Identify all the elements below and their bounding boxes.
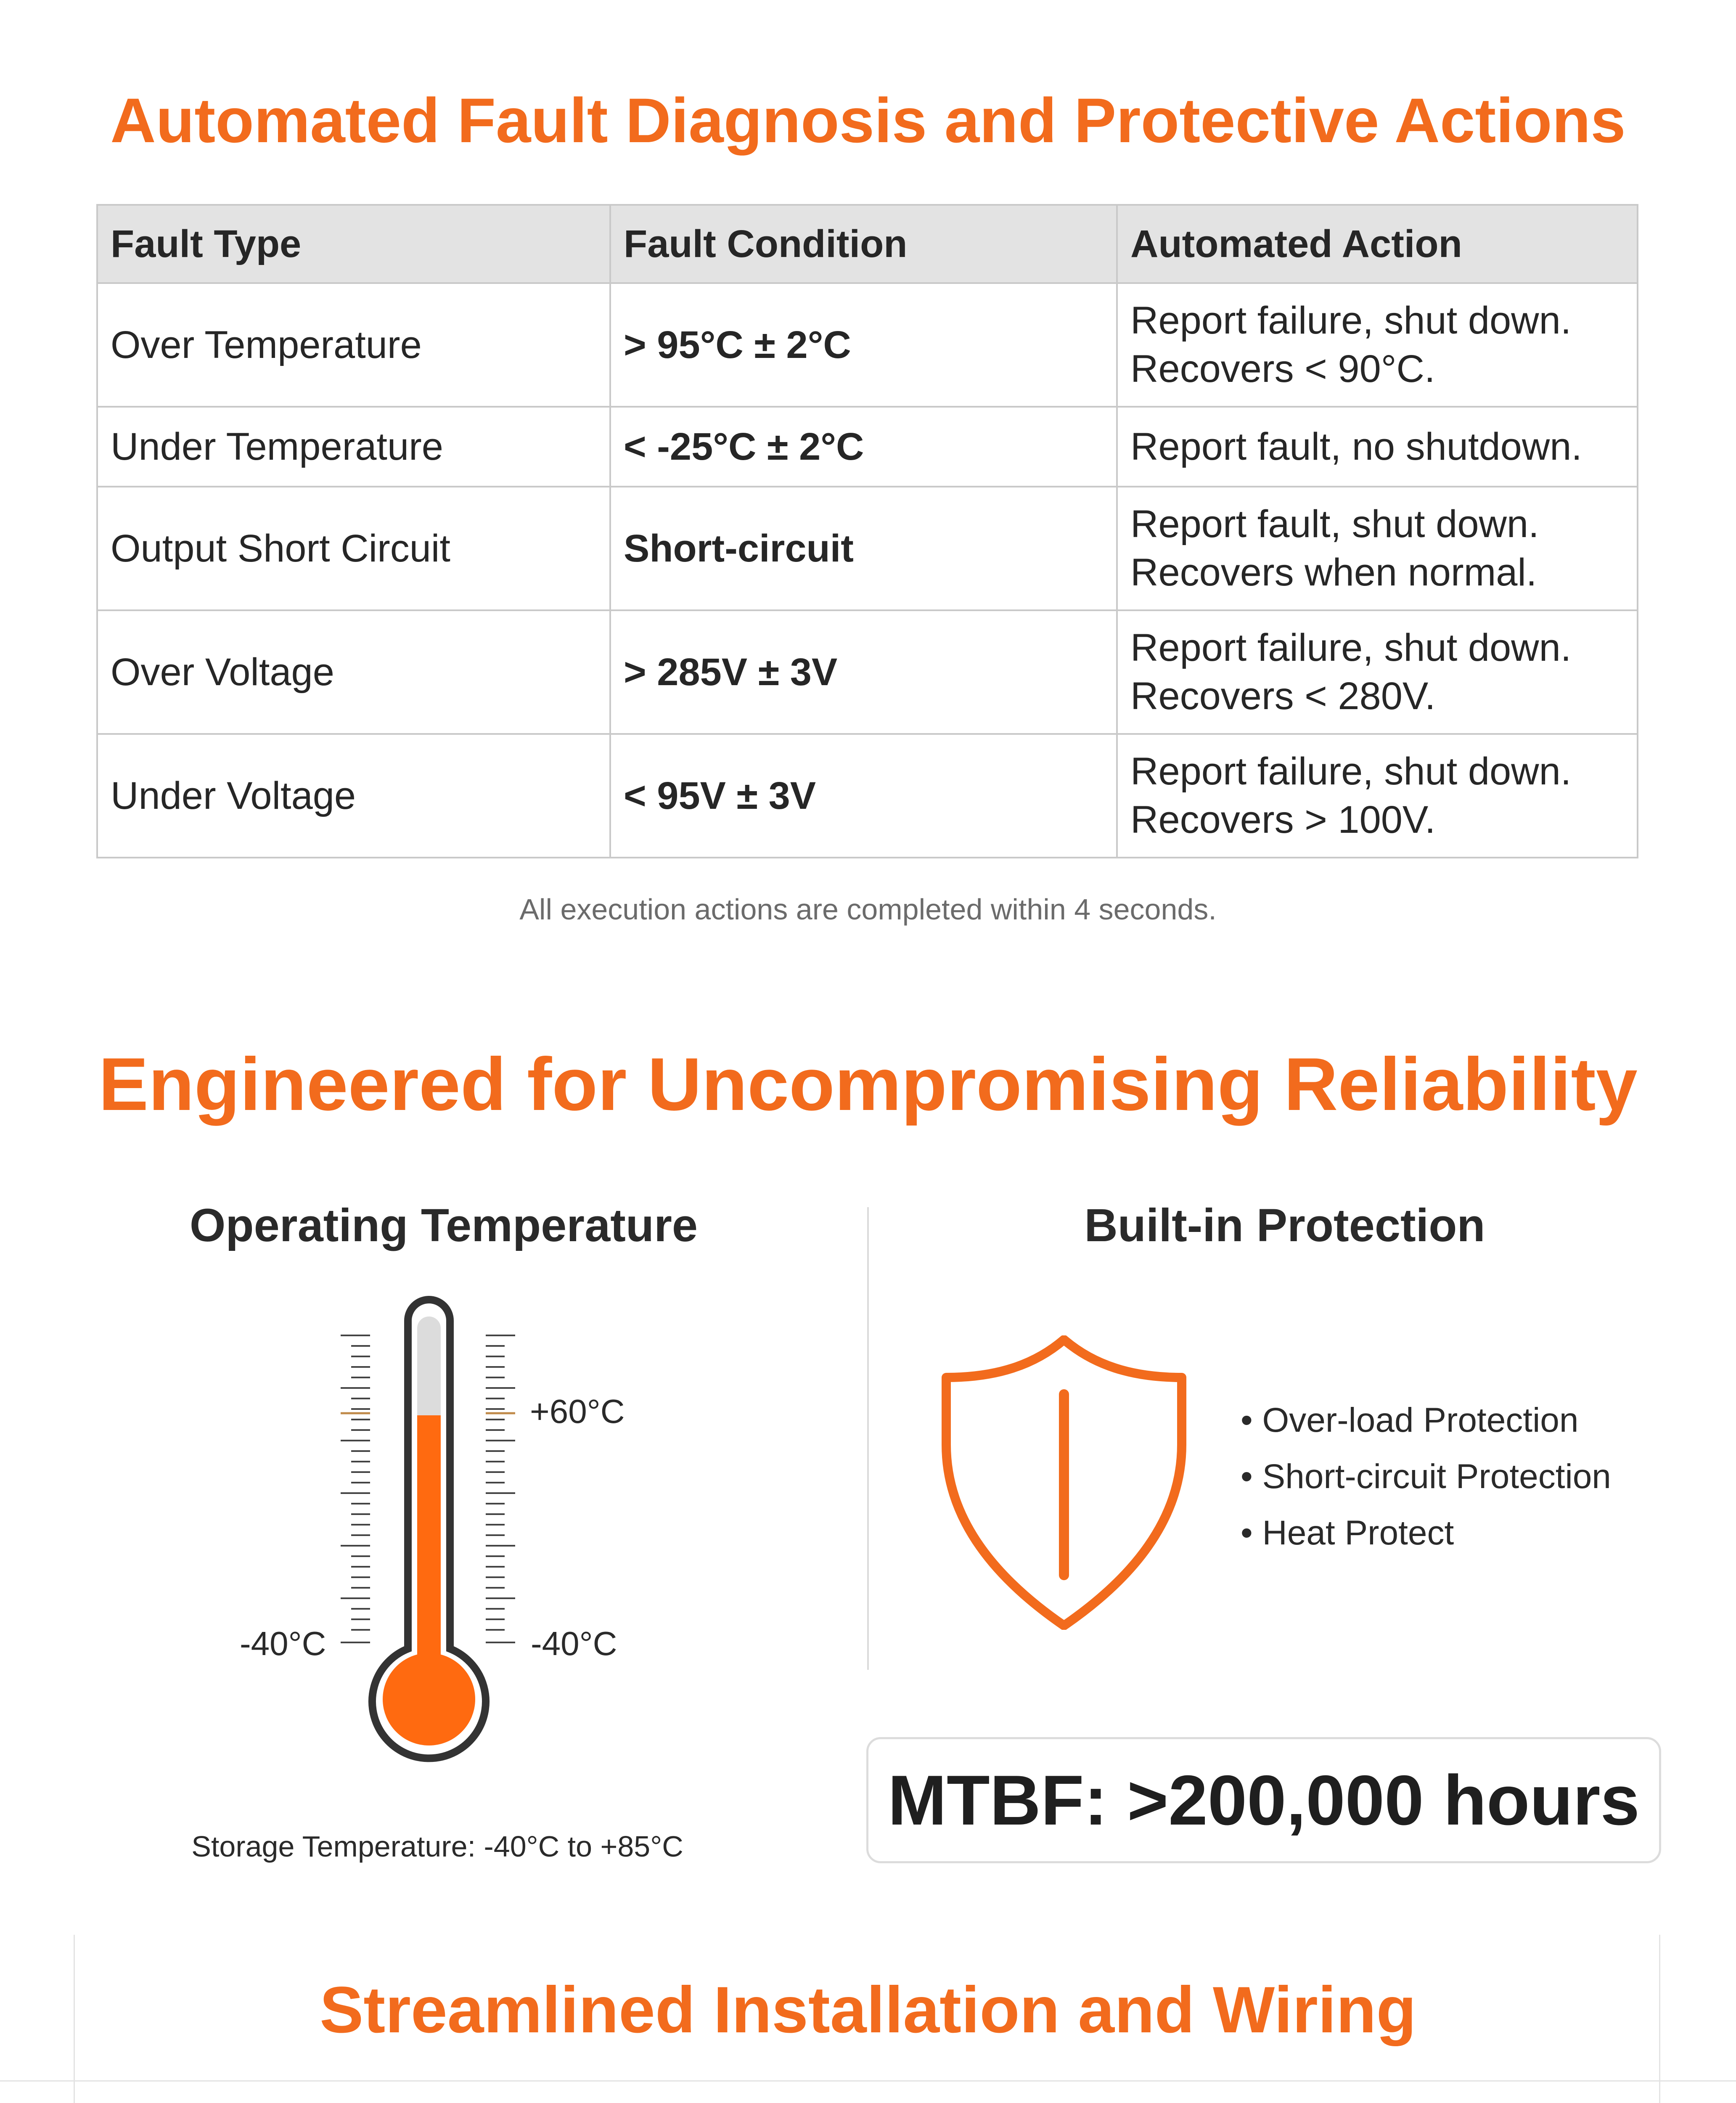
fault-type: Under Voltage (97, 734, 610, 858)
action-line: Recovers < 280V. (1130, 675, 1436, 718)
section1-title: Automated Fault Diagnosis and Protective Actions (110, 85, 1626, 156)
action-line: Report fault, shut down. (1130, 503, 1539, 546)
section3-title: Streamlined Installation and Wiring (320, 1973, 1416, 2047)
col-header: Fault Condition (610, 205, 1117, 283)
shield-icon (938, 1335, 1190, 1630)
fault-action (1117, 610, 1638, 734)
mtbf-badge: MTBF: >200,000 hours (866, 1737, 1661, 1863)
fault-type: Output Short Circuit (97, 487, 610, 610)
table-header-row (97, 205, 1638, 283)
temp-min-left-label: -40°C (240, 1625, 326, 1662)
table-row (97, 283, 1638, 407)
action-line: Report failure, shut down. (1130, 299, 1572, 342)
table-row (97, 610, 1638, 734)
action-line: Report failure, shut down. (1130, 750, 1572, 793)
fault-action (1117, 407, 1638, 487)
protection-heading: Built-in Protection (1084, 1200, 1485, 1251)
section3-divider (0, 2080, 1736, 2082)
thermometer-bulb (383, 1653, 475, 1745)
fault-action (1117, 734, 1638, 858)
fault-type: Under Temperature (97, 407, 610, 487)
fault-condition: Short-circuit (610, 487, 1117, 610)
table-row (97, 407, 1638, 487)
fault-action (1117, 283, 1638, 407)
list-item: • Over-load Protection (1241, 1401, 1579, 1439)
col-header: Fault Type (97, 205, 610, 283)
protection-item: Over-load Protection (1262, 1401, 1579, 1439)
action-line: Report fault, no shutdown. (1130, 425, 1582, 468)
col-header: Automated Action (1117, 205, 1638, 283)
temp-min-right-label: -40°C (531, 1625, 617, 1662)
column-divider (867, 1207, 869, 1670)
fault-type: Over Voltage (97, 610, 610, 734)
action-line: Recovers > 100V. (1130, 798, 1436, 841)
fault-action (1117, 487, 1638, 610)
fault-condition: < 95V ± 3V (610, 734, 1117, 858)
action-line: Report failure, shut down. (1130, 626, 1572, 669)
protection-item: Heat Protect (1262, 1514, 1454, 1552)
temp-max-label: +60°C (530, 1393, 625, 1430)
operating-temp-heading: Operating Temperature (189, 1200, 698, 1251)
action-line: Recovers when normal. (1130, 551, 1537, 594)
table-row (97, 734, 1638, 858)
action-line: Recovers < 90°C. (1130, 347, 1435, 390)
storage-temp: Storage Temperature: -40°C to +85°C (191, 1830, 683, 1863)
fault-condition: > 95°C ± 2°C (610, 283, 1117, 407)
fault-type: Over Temperature (97, 283, 610, 407)
fault-condition: < -25°C ± 2°C (610, 407, 1117, 487)
thermometer-fill (417, 1415, 441, 1685)
table-row (97, 487, 1638, 610)
table-footnote: All execution actions are completed within 4 seconds. (519, 893, 1217, 926)
list-item: • Heat Protect (1241, 1514, 1454, 1552)
fault-condition: > 285V ± 3V (610, 610, 1117, 734)
thermometer-icon (328, 1287, 538, 1800)
section2-title: Engineered for Uncompromising Reliability (98, 1042, 1638, 1126)
fault-table (96, 204, 1638, 858)
protection-list (1241, 1401, 1611, 1570)
list-item: • Short-circuit Protection (1241, 1457, 1611, 1496)
protection-item: Short-circuit Protection (1262, 1457, 1611, 1496)
